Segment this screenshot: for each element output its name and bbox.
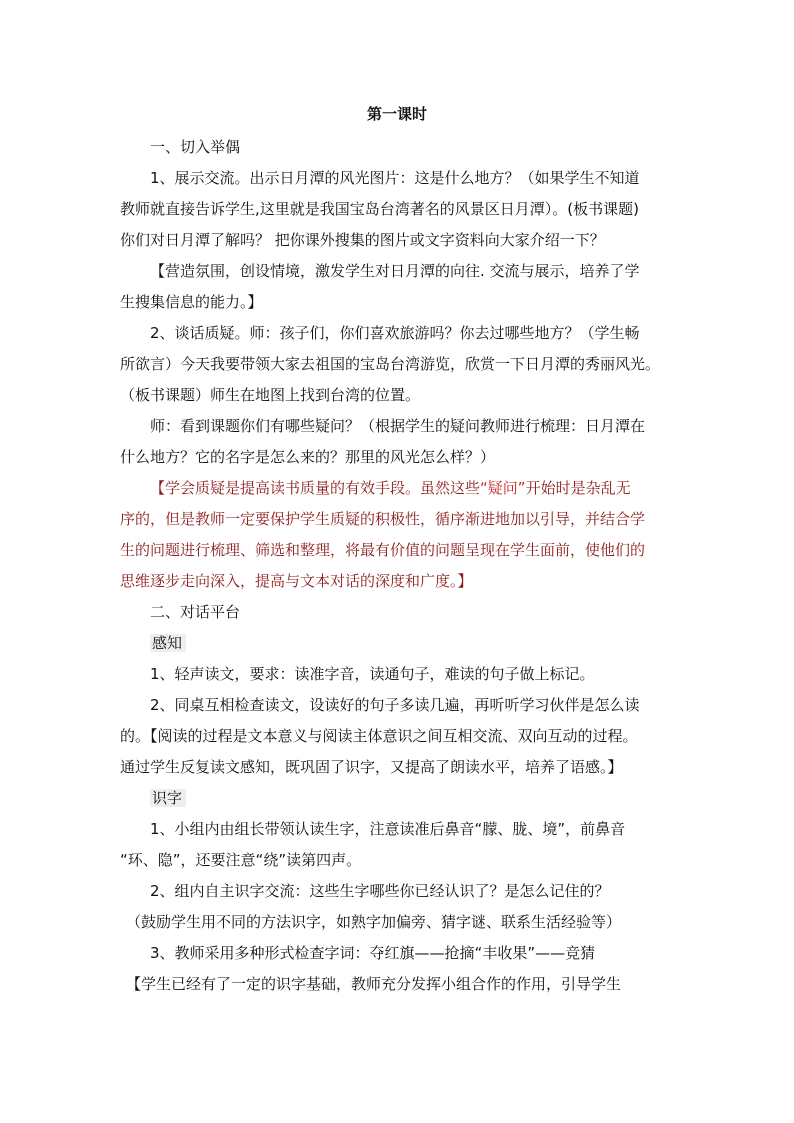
literacy-item1-line2: “环、隐”，还要注意“绕”读第四声。 <box>120 851 362 869</box>
s1-note2-line2: 序的，但是教师一定要保护学生质疑的积极性，循序渐进地加以引导，并结合学 <box>120 510 646 528</box>
section2-heading: 二、对话平台 <box>150 603 241 621</box>
s1-item1-line3: 你们对日月潭了解吗？ 把你课外搜集的图片或文字资料向大家介绍一下？ <box>120 231 605 249</box>
document-body <box>120 132 680 1000</box>
s1-note2-line1 <box>120 473 680 504</box>
s1-note1-line1: 【营造氛围，创设情境，激发学生对日月潭的向往. 交流与展示，培养了学 <box>150 262 640 280</box>
sub-heading-literacy <box>120 783 680 814</box>
perceive-label: 感知 <box>150 634 186 652</box>
s1-note2-before: 【学会质疑是提高读书质量的有效手段。虽然这些 <box>150 479 481 497</box>
lesson-title: 第一课时 <box>366 105 427 123</box>
literacy-label: 识字 <box>150 789 186 807</box>
s1-note2-line4: 思维逐步走向深入，提高与文本对话的深度和广度。】 <box>120 572 473 590</box>
literacy-note: 【学生已经有了一定的识字基础，教师充分发挥小组合作的作用，引导学生 <box>126 975 622 993</box>
sub-heading-perceive <box>120 628 680 659</box>
literacy-item3: 3、教师采用多种形式检查字词：夺红旗——抢摘“丰收果”——竞猜 <box>150 944 596 962</box>
section1-heading: 一、切入举偶 <box>150 138 241 156</box>
perceive-item2-line1: 2、同桌互相检查读文，设读好的句子多读几遍，再听听学习伙伴是怎么读 <box>150 696 640 714</box>
s1-item3-line1: 师：看到课题你们有哪些疑问？（根据学生的疑问教师进行梳理：日月潭在 <box>150 417 646 435</box>
s1-item2-line3: （板书课题）师生在地图上找到台湾的位置。 <box>120 386 421 404</box>
s1-note2-line3: 生的问题进行梳理、筛选和整理，将最有价值的问题呈现在学生面前，使他们的 <box>120 541 646 559</box>
s1-note2-after: 开始时是杂乱无 <box>525 479 631 497</box>
s1-note2-quote: “疑问” <box>480 479 526 497</box>
s1-item3-line2: 什么地方？它的名字是怎么来的？那里的风光怎么样？） <box>120 448 496 466</box>
s1-item1-line1: 1、展示交流。出示日月潭的风光图片：这是什么地方？（如果学生不知道 <box>150 169 640 187</box>
literacy-item2: 2、组内自主识字交流：这些生字哪些你已经认识了？是怎么记住的？ <box>150 882 610 900</box>
s1-item1-line2: 教师就直接告诉学生,这里就是我国宝岛台湾著名的风景区日月潭）。(板书课题) <box>120 200 639 218</box>
perceive-item2-line3: 通过学生反复读文感知，既巩固了识字，又提高了朗读水平，培养了语感。】 <box>120 758 623 776</box>
perceive-item1: 1、轻声读文，要求：读准字音，读通句子，难读的句子做上标记。 <box>150 665 595 683</box>
s1-item2-line1: 2、谈话质疑。师：孩子们，你们喜欢旅游吗？你去过哪些地方？（学生畅 <box>150 324 640 342</box>
literacy-item2-note: （鼓励学生用不同的方法识字，如熟字加偏旁、猜字谜、联系生活经验等） <box>126 913 622 931</box>
literacy-item1-line1: 1、小组内由组长带领认读生字，注意读准后鼻音“朦、胧、境”，前鼻音 <box>150 820 626 838</box>
s1-item2-line2: 所欲言）今天我要带领大家去祖国的宝岛台湾游览，欣赏一下日月潭的秀丽风光。 <box>120 355 661 373</box>
s1-note1-line2: 生搜集信息的能力。】 <box>120 293 263 311</box>
perceive-item2-line2: 的。【阅读的过程是文本意义与阅读主体意识之间互相交流、双向互动的过程。 <box>120 727 638 745</box>
